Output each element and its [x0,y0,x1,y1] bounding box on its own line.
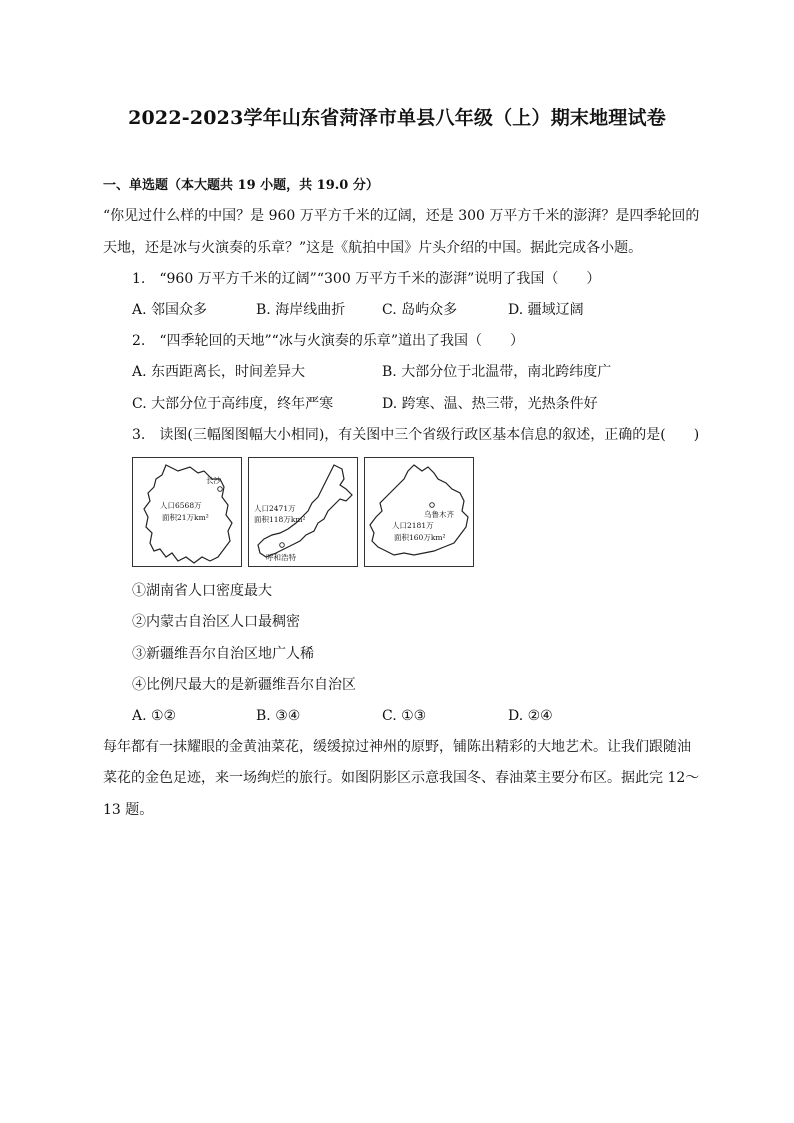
map-xinjiang-city: 乌鲁木齐 [424,510,454,519]
map-xinjiang [364,457,474,567]
question-2-option-c[interactable]: C. 大部分位于高纬度，终年严寒 [132,396,334,412]
question-2-option-d[interactable]: D. 跨寒、温、热三带，光热条件好 [382,396,598,412]
question-1-option-b[interactable]: B. 海岸线曲折 [256,302,346,318]
passage-1-line-2: 天地，还是冰与火演奏的乐章？”这是《航拍中国》片头介绍的中国。据此完成各小题。 [103,240,643,256]
map-inner-mongolia-area: 面积118万km² [254,515,306,524]
question-1-option-d[interactable]: D. 疆域辽阔 [508,302,584,318]
question-3-option-c[interactable]: C. ①③ [382,708,427,724]
map-inner-mongolia-population: 人口2471万 [254,504,296,513]
passage-2-line-1: 每年都有一抹耀眼的金黄油菜花，缓缓掠过神州的原野，铺陈出精彩的大地艺术。让我们跟随油 [103,739,691,755]
map-xinjiang-area: 面积160万km² [394,533,446,542]
map-hunan-area: 面积21万km² [162,513,209,522]
map-inner-mongolia [248,457,358,567]
question-3-option-d[interactable]: D. ②④ [508,708,553,724]
question-3-option-a[interactable]: A. ①② [132,708,177,724]
question-3-stem: 3. 读图(三幅图图幅大小相同)，有关图中三个省级行政区基本信息的叙述，正确的是( ) [132,427,700,443]
map-hunan-city: 长沙 [206,476,221,485]
map-inner-mongolia-svg [248,457,358,567]
question-1-option-c[interactable]: C. 岛屿众多 [382,302,458,318]
question-2-option-b[interactable]: B. 大部分位于北温带，南北跨纬度广 [382,364,612,380]
passage-2-line-2: 菜花的金色足迹，来一场绚烂的旅行。如图阴影区示意我国冬、春油菜主要分布区。据此完 12～ [103,770,700,786]
statement-4: ④比例尺最大的是新疆维吾尔自治区 [132,677,356,693]
passage-2-line-3: 13 题。 [103,802,154,818]
passage-1-line-1: “你见过什么样的中国？是 960 万平方千米的辽阔，还是 300 万平方千米的澎湃？是四季轮回的 [103,208,700,224]
statement-3: ③新疆维吾尔自治区地广人稀 [132,646,314,662]
map-xinjiang-svg [364,457,474,567]
map-hunan-population: 人口6568万 [160,501,202,510]
statement-1: ①湖南省人口密度最大 [132,583,272,599]
question-3-option-b[interactable]: B. ③④ [256,708,301,724]
question-1-option-a[interactable]: A. 邻国众多 [132,302,208,318]
question-1-stem: 1. “960 万平方千米的辽阔”“300 万平方千米的澎湃”说明了我国（ ） [132,271,601,287]
page-title: 2022-2023学年山东省菏泽市单县八年级（上）期末地理试卷 [128,107,666,129]
map-xinjiang-population: 人口2181万 [392,521,434,530]
map-inner-mongolia-city: 呼和浩特 [266,553,296,562]
question-2-stem: 2. “四季轮回的天地”“冰与火演奏的乐章”道出了我国（ ） [132,333,524,349]
map-hunan [132,457,242,567]
province-maps-figure [132,457,474,567]
statement-2: ②内蒙古自治区人口最稠密 [132,614,300,630]
section-heading: 一、单选题（本大题共 19 小题，共 19.0 分） [103,178,379,193]
question-2-option-a[interactable]: A. 东西距离长，时间差异大 [132,364,306,380]
map-hunan-svg [132,457,242,567]
